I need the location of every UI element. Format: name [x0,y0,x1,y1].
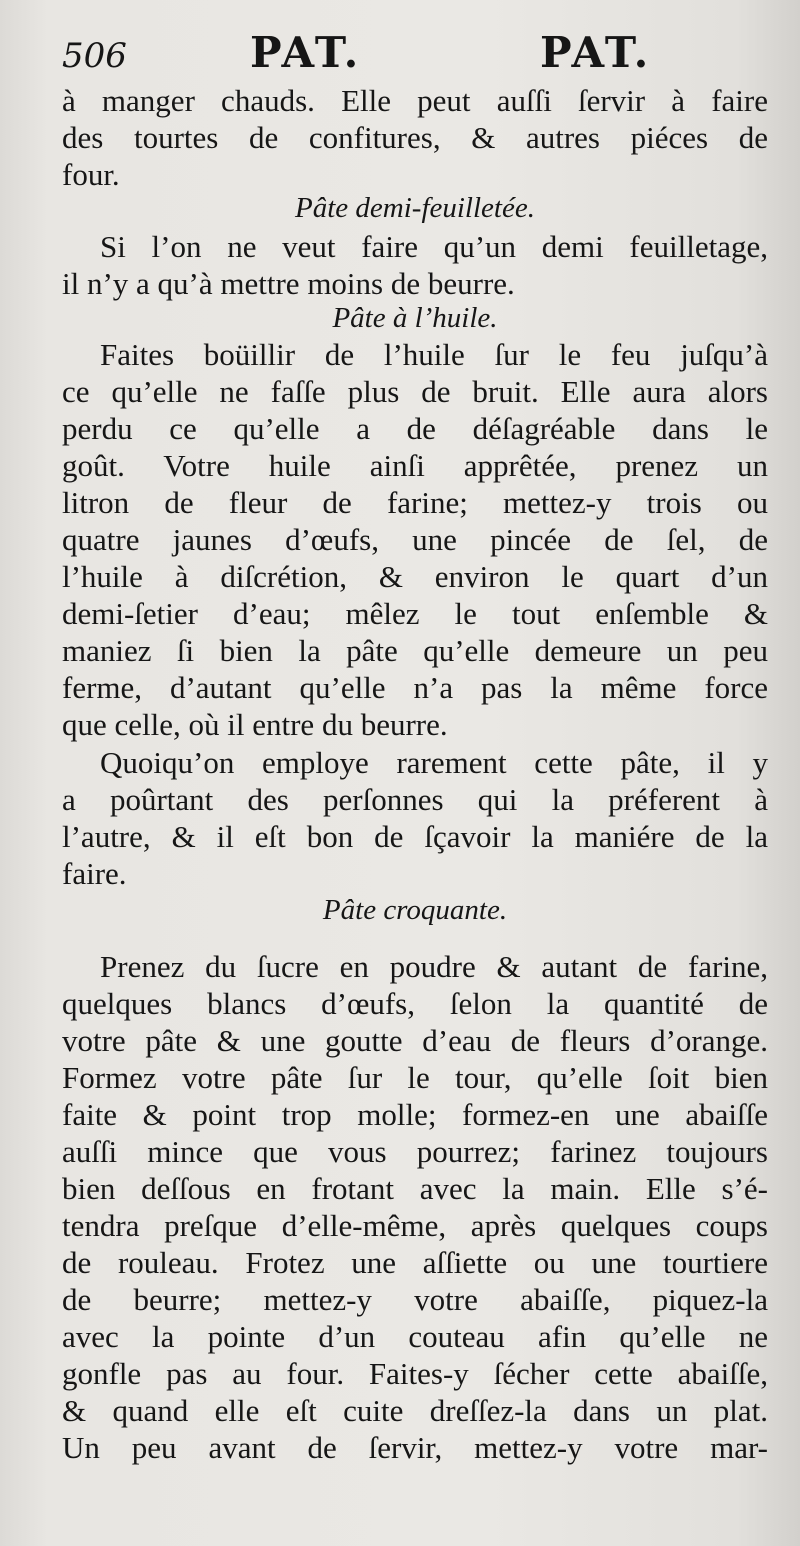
text-line: avec la pointe d’un couteau afin qu’elle ne [62,1319,768,1354]
text-line: de beurre; mettez-y votre abaiſſe, piquez-la [62,1282,768,1317]
running-header [62,22,752,80]
intro-paragraph [62,82,768,193]
text-line: quelques blancs d’œufs, ſelon la quantité de [62,986,768,1021]
text-line: a poûrtant des perſonnes qui la préferent à [62,782,768,817]
text-line: auſſi mince que vous pourrez; farinez toujours [62,1134,768,1169]
text-line: Quoiqu’on employe rarement cette pâte, il y [100,745,768,780]
page-number: 506 [62,36,127,76]
text-line: faire. [62,856,127,891]
text-line: il n’y a qu’à mettre moins de beurre. [62,266,515,301]
text-line: Un peu avant de ſervir, mettez-y votre mar- [62,1430,768,1465]
text-line: Formez votre pâte ſur le tour, qu’elle ſoit bien [62,1060,768,1095]
text-line: l’huile à diſcrétion, & environ le quart d’un [62,559,768,594]
section-heading-croquante: Pâte croquante. [322,894,508,926]
text-line: à manger chauds. Elle peut auſſi ſervir à faire [62,83,768,118]
section-heading-demi-feuilletee: Pâte demi-feuilletée. [295,192,535,224]
huile-paragraph-2 [62,744,768,892]
text-line: demi-ſetier d’eau; mêlez le tout enſemble & [62,596,768,631]
text-line: & quand elle eſt cuite dreſſez-la dans un plat. [62,1393,768,1428]
text-line: bien deſſous en frotant avec la main. Elle s’é- [62,1171,768,1206]
running-head-right: PAT. [540,28,652,77]
text-line: maniez ſi bien la pâte qu’elle demeure un peu [62,633,768,668]
text-line: Si l’on ne veut faire qu’un demi feuilletage, [100,229,768,264]
text-line: tendra preſque d’elle-même, après quelques coups [62,1208,768,1243]
demi-feuilletee-paragraph [62,228,768,302]
text-line: votre pâte & une goutte d’eau de fleurs d’orange. [62,1023,768,1058]
text-line: l’autre, & il eſt bon de ſçavoir la maniére de la [62,819,768,854]
text-line: Prenez du ſucre en poudre & autant de farine, [100,949,768,984]
text-line: de rouleau. Frotez une aſſiette ou une tourtiere [62,1245,768,1280]
text-line: four. [62,157,120,192]
text-line: perdu ce qu’elle a de déſagréable dans le [62,411,768,446]
text-line: faite & point trop molle; formez-en une abaiſſe [62,1097,768,1132]
croquante-paragraph [62,948,768,1466]
text-line: des tourtes de confitures, & autres piéces de [62,120,768,155]
text-line: que celle, où il entre du beurre. [62,707,448,742]
text-line: ce qu’elle ne faſſe plus de bruit. Elle aura alors [62,374,768,409]
text-line: litron de fleur de farine; mettez-y trois ou [62,485,768,520]
text-line: goût. Votre huile ainſi apprêtée, prenez un [62,448,768,483]
running-head-left: PAT. [250,28,362,77]
section-heading-huile: Pâte à l’huile. [332,302,498,334]
text-line: gonfle pas au four. Faites-y ſécher cette abaiſſe, [62,1356,768,1391]
text-line: Faites boüillir de l’huile ſur le feu juſqu’à [100,337,768,372]
text-line: quatre jaunes d’œufs, une pincée de ſel, de [62,522,768,557]
huile-paragraph-1 [62,336,768,743]
text-line: ferme, d’autant qu’elle n’a pas la même force [62,670,768,705]
